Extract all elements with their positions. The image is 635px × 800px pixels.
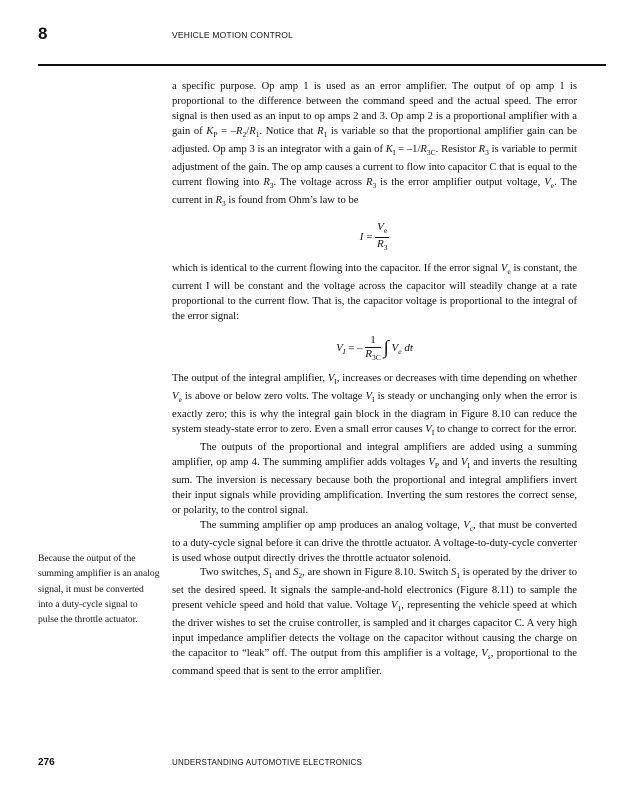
integral-sign: ∫	[383, 337, 389, 359]
eq1-op: =	[366, 230, 373, 243]
eq1-numerator: $V_e$	[375, 221, 389, 238]
equation-1	[172, 221, 577, 254]
header-rule	[38, 64, 606, 66]
paragraph-3: The output of the integral amplifier, $V_I$, increases or decreases with time depending on whether $V_e$ is above or below zero volts. The voltage $V_I$ is steady or unchanging only when the error is exactly zero; this is why the integral gain block in the diagram in Figure 8.10 can reduce the system steady-state error to zero. Even a small error causes $V_I$ to change to correct for the error.	[172, 372, 577, 438]
paragraph-5: The summing amplifier op amp produces an analog voltage, $V_c$, that must be converted to a duty-cycle signal before it can drive the throttle actuator. A voltage-to-duty-cycle converter is used whose output directly drives the throttle actuator solenoid.	[172, 519, 577, 564]
eq1-denominator: $R_3$	[376, 237, 388, 253]
eq2-fraction	[365, 334, 381, 364]
eq2-integrand: $V_e$ dt	[391, 342, 413, 357]
body-text	[172, 80, 577, 680]
margin-note: Because the output of the summing amplifier is an analog signal, it must be converted into a duty-cycle signal to pulse the throttle actuator.	[38, 553, 160, 626]
book-title: UNDERSTANDING AUTOMOTIVE ELECTRONICS	[172, 758, 363, 767]
equation-2	[172, 334, 577, 364]
eq2-lhs: $V_I$	[336, 342, 346, 357]
chapter-title: VEHICLE MOTION CONTROL	[172, 30, 294, 40]
eq2-numerator: 1	[365, 334, 381, 348]
chapter-number: 8	[38, 24, 48, 43]
paragraph-6: Two switches, $S_1$ and $S_2$, are shown in Figure 8.10. Switch $S_1$ is operated by the driver to set the desired speed. It signals the sample-and-hold electronics (Figure 8.11) to sample the present vehicle speed and hold that value. Voltage $V_1$, representing the vehicle speed at which the driver wishes to set the cruise controller, is sampled and it charges capacitor C. A very high input impedance amplifier detects the voltage on the capacitor without causing the charge on the capacitor to “leak” off. The output from this amplifier is a voltage, $V_s$, proportional to the command speed that is sent to the error amplifier.	[172, 567, 578, 678]
eq2-denominator: $R_{3C}$	[365, 347, 381, 362]
paragraph-2: which is identical to the current flowing into the capacitor. If the error signal $V_e$ is constant, the current I will be constant and the voltage across the capacitor will steadily change at a rate proportional to the current flow. That is, the capacitor voltage is proportional to the integral of the error signal:	[172, 263, 577, 322]
page-number: 276	[38, 757, 55, 768]
paragraph-4: The outputs of the proportional and integral amplifiers are added using a summing amplifier, op amp 4. The summing amplifier adds voltages $V_P$ and $V_I$ and inverts the resulting sum. The inversion is necessary because both the proportional and integral amplifiers invert their input signals while providing amplification. Inverting the sum restores the correct sense, or polarity, to the control signal.	[172, 441, 578, 516]
eq1-lhs: I	[359, 230, 364, 243]
eq1-fraction	[375, 221, 389, 254]
eq2-op: = –	[348, 342, 363, 355]
paragraph-1: a specific purpose. Op amp 1 is used as an error amplifier. The output of op amp 1 is proportional to the difference between the command speed and the actual speed. The error signal is then used as an input to op amps 2 and 3. Op amp 2 is a proportional amplifier with a gain of $K_P = -R_2/R_1$. Notice that $R_1$ is variable so that the proportional amplifier gain can be adjusted. Op amp 3 is an integrator with a gain of $K_I = -1/R_{3C}$. Resistor $R_3$ is variable to permit adjustment of the gain. The op amp causes a current to flow into capacitor C that is equal to the current flowing into $R_3$. The voltage across $R_3$ is the error amplifier output voltage, $V_e$. The current in $R_3$ is found from Ohm’s law to be	[172, 81, 577, 208]
